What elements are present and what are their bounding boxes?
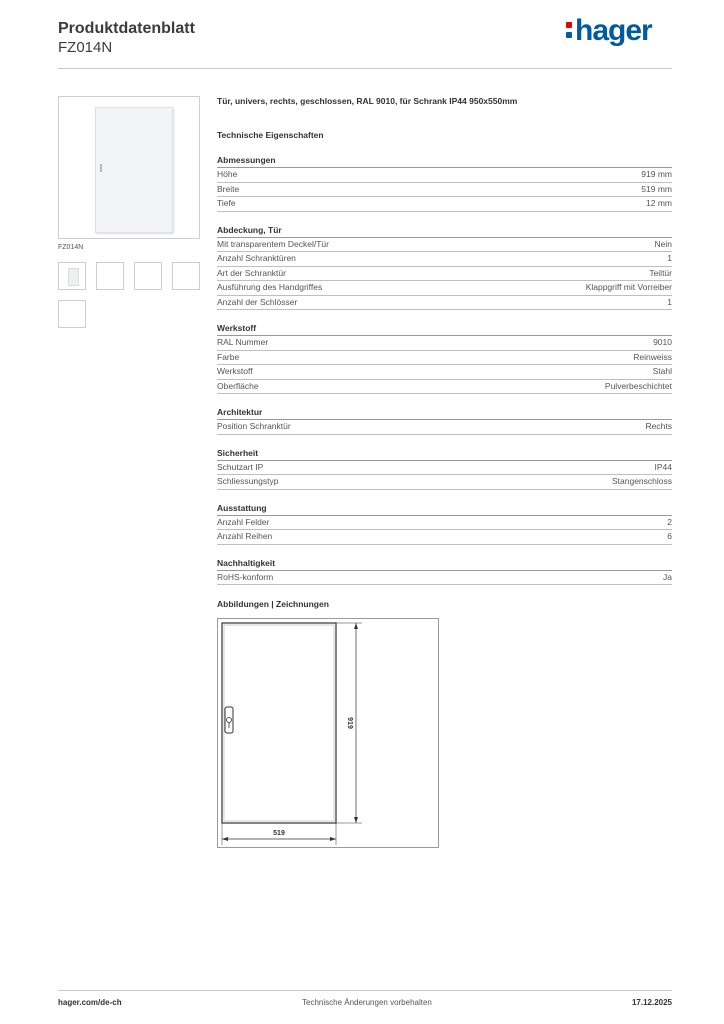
thumbnail-3[interactable] xyxy=(134,262,162,290)
spec-value: Stahl xyxy=(652,366,672,376)
spec-row xyxy=(217,461,672,476)
spec-value: 12 mm xyxy=(646,198,672,208)
spec-value: IP44 xyxy=(654,461,672,472)
spec-value: 1 xyxy=(667,296,672,307)
spec-section xyxy=(217,322,672,394)
spec-label: Ausführung des Handgriffes xyxy=(217,282,323,292)
product-code: FZ014N xyxy=(58,39,113,56)
section-title: Nachhaltigkeit xyxy=(217,557,276,568)
spec-label: RAL Nummer xyxy=(217,337,269,347)
section-title: Werkstoff xyxy=(217,323,257,333)
spec-row xyxy=(217,365,672,380)
spec-row xyxy=(217,238,672,253)
spec-row xyxy=(217,475,672,490)
technical-drawing xyxy=(217,618,439,848)
spec-label: Schliessungstyp xyxy=(217,476,279,486)
height-label: 919 xyxy=(346,717,353,729)
spec-value: 1 xyxy=(667,253,672,263)
tech-properties-title: Technische Eigenschaften xyxy=(217,130,324,140)
spec-row xyxy=(217,380,672,395)
spec-row xyxy=(217,571,672,586)
spec-label: Anzahl Reihen xyxy=(217,531,273,541)
spec-value: Stangenschloss xyxy=(611,476,672,486)
header-divider xyxy=(58,68,672,69)
thumbnail-4[interactable] xyxy=(172,262,200,290)
spec-section xyxy=(217,154,672,212)
page-title: Produktdatenblatt xyxy=(58,20,195,37)
spec-sections xyxy=(217,154,672,585)
footer-date: 17.12.2025 xyxy=(631,998,672,1007)
door-outline xyxy=(222,623,336,823)
spec-section xyxy=(217,224,672,311)
spec-value: 9010 xyxy=(653,337,672,347)
door-drawing-svg xyxy=(218,619,438,847)
door-photo-icon xyxy=(95,107,173,233)
section-title: Abmessungen xyxy=(217,155,276,165)
spec-row xyxy=(217,168,672,183)
spec-value: Ja xyxy=(663,571,672,582)
spec-row xyxy=(217,183,672,198)
section-title: Ausstattung xyxy=(217,502,267,513)
logo-mark-icon xyxy=(566,16,573,38)
drawings-title: Abbildungen | Zeichnungen xyxy=(217,599,329,609)
spec-value: Klappgriff mit Vorreiber xyxy=(585,282,672,292)
image-caption: FZ014N xyxy=(58,244,84,251)
spec-value: 6 xyxy=(667,531,672,541)
logo-text: hager xyxy=(575,14,652,47)
spec-row xyxy=(217,516,672,531)
spec-value: 2 xyxy=(667,516,672,527)
spec-label: Schutzart IP xyxy=(217,461,264,472)
spec-row xyxy=(217,420,672,435)
spec-section xyxy=(217,447,672,490)
product-description: Tür, univers, rechts, geschlossen, RAL 9010, für Schrank IP44 950x550mm xyxy=(217,96,518,106)
spec-label: Art der Schranktür xyxy=(217,267,286,278)
width-label: 519 xyxy=(273,830,285,837)
product-specs xyxy=(217,90,672,585)
footer-divider xyxy=(58,990,672,991)
spec-label: Anzahl der Schlösser xyxy=(217,296,298,307)
spec-label: Höhe xyxy=(217,169,238,179)
spec-label: Breite xyxy=(217,183,240,194)
hager-logo xyxy=(566,16,652,46)
spec-label: Position Schranktür xyxy=(217,421,291,431)
spec-row xyxy=(217,336,672,351)
spec-label: Anzahl Felder xyxy=(217,516,270,527)
spec-row xyxy=(217,252,672,267)
spec-row xyxy=(217,296,672,311)
spec-section xyxy=(217,406,672,435)
section-title: Architektur xyxy=(217,407,263,417)
spec-value: 519 mm xyxy=(641,183,672,194)
spec-row xyxy=(217,197,672,212)
spec-row xyxy=(217,351,672,366)
thumbnail-1[interactable] xyxy=(58,262,86,290)
thumbnail-2[interactable] xyxy=(96,262,124,290)
spec-value: 919 mm xyxy=(641,169,672,179)
spec-row xyxy=(217,281,672,296)
spec-section xyxy=(217,557,672,586)
spec-value: Nein xyxy=(654,238,672,249)
footer-website[interactable]: hager.com/de-ch xyxy=(58,998,122,1007)
spec-label: Werkstoff xyxy=(217,366,253,376)
product-image xyxy=(58,96,200,239)
thumbnail-5[interactable] xyxy=(58,300,86,328)
spec-label: Mit transparentem Deckel/Tür xyxy=(217,238,329,249)
spec-label: Tiefe xyxy=(217,198,236,208)
spec-label: RoHS-konform xyxy=(217,571,274,582)
section-title: Abdeckung, Tür xyxy=(217,224,282,235)
spec-value: Teiltür xyxy=(649,267,672,278)
section-title: Sicherheit xyxy=(217,447,259,458)
spec-row xyxy=(217,530,672,545)
spec-value: Rechts xyxy=(645,421,672,431)
spec-section xyxy=(217,502,672,545)
footer-disclaimer: Technische Änderungen vorbehalten xyxy=(302,998,432,1007)
spec-value: Reinweiss xyxy=(633,351,672,362)
spec-label: Anzahl Schranktüren xyxy=(217,253,296,263)
spec-label: Farbe xyxy=(217,351,240,362)
spec-value: Pulverbeschichtet xyxy=(604,380,672,391)
spec-row xyxy=(217,267,672,282)
spec-label: Oberfläche xyxy=(217,380,259,391)
door-thumb-icon xyxy=(68,268,79,286)
